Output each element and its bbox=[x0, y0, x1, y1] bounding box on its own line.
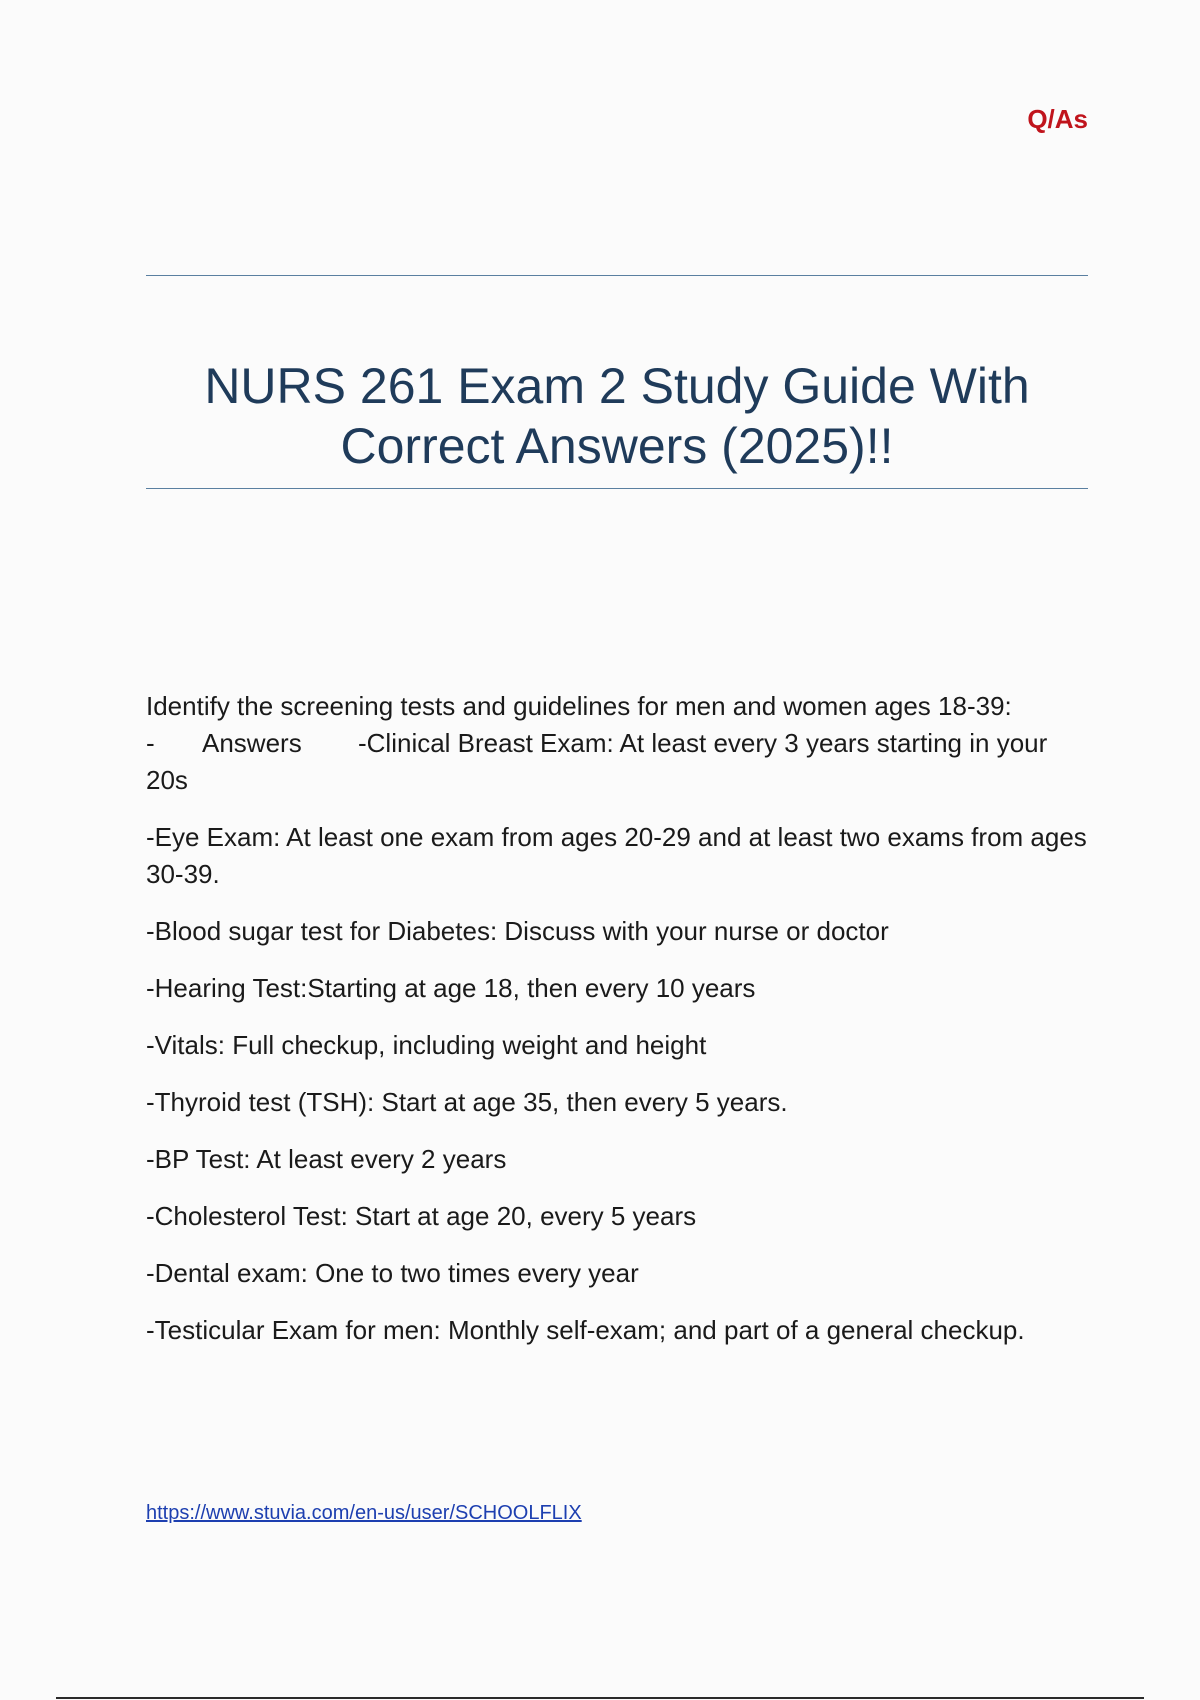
footer-divider bbox=[56, 1697, 1144, 1699]
question-text: Identify the screening tests and guidelines for men and women ages 18-39: bbox=[146, 691, 1012, 721]
answers-label: Answers bbox=[202, 728, 302, 758]
title-bottom-divider bbox=[146, 488, 1088, 489]
answer-item: -Dental exam: One to two times every year bbox=[146, 1258, 639, 1288]
answer-item: -Eye Exam: At least one exam from ages 20-29 and at least two exams from ages 30-39. bbox=[146, 822, 1087, 889]
answer-dash: - bbox=[146, 728, 155, 758]
answer-item: -Hearing Test:Starting at age 18, then every 10 years bbox=[146, 973, 756, 1003]
first-answer: -Clinical Breast Exam: At least every 3 years starting in your 20s bbox=[146, 728, 1048, 795]
answer-item: -Vitals: Full checkup, including weight and height bbox=[146, 1030, 707, 1060]
header-tag: Q/As bbox=[1027, 104, 1088, 134]
answer-item: -BP Test: At least every 2 years bbox=[146, 1144, 507, 1174]
answer-item: -Testicular Exam for men: Monthly self-exam; and part of a general checkup. bbox=[146, 1315, 1025, 1345]
source-link[interactable]: https://www.stuvia.com/en-us/user/SCHOOLFLIX bbox=[146, 1502, 582, 1524]
answer-item: -Cholesterol Test: Start at age 20, every 5 years bbox=[146, 1201, 697, 1231]
answer-item: -Thyroid test (TSH): Start at age 35, then every 5 years. bbox=[146, 1087, 788, 1117]
title-top-divider bbox=[146, 275, 1088, 276]
page-title bbox=[146, 356, 1088, 476]
page-title-line-2: Correct Answers (2025)!! bbox=[340, 418, 894, 474]
page-title-line-1: NURS 261 Exam 2 Study Guide With bbox=[204, 358, 1030, 414]
answer-item: -Blood sugar test for Diabetes: Discuss with your nurse or doctor bbox=[146, 916, 889, 946]
qa-question-block bbox=[146, 688, 1096, 799]
qa-body bbox=[146, 688, 1096, 1369]
